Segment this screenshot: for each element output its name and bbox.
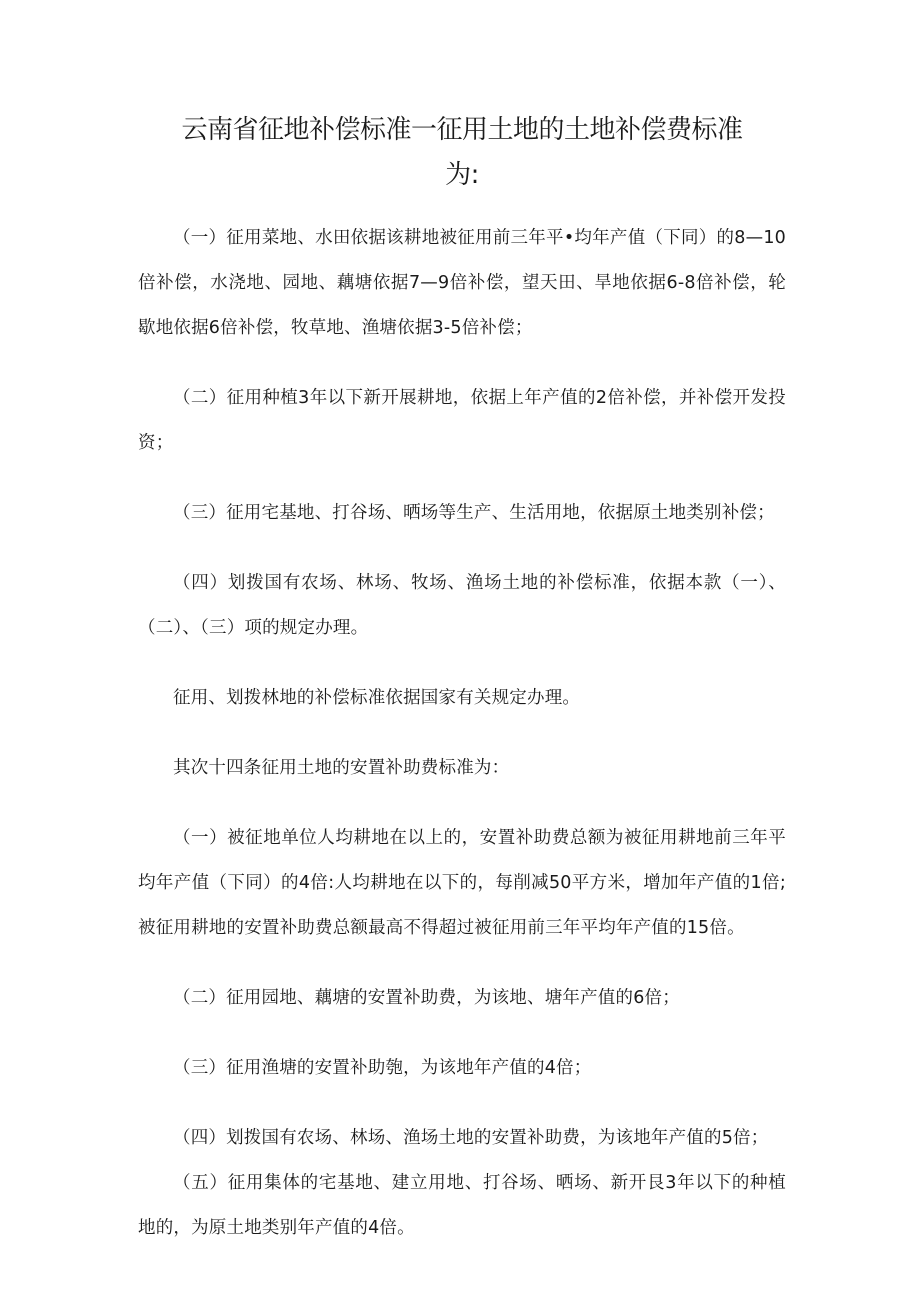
paragraph-resettlement-4: （四）划拨国有农场、林场、渔场土地的安置补助费，为该地年产值的5倍； xyxy=(173,1128,769,1148)
paragraph-compensation-1: （一）征用菜地、水田依据该耕地被征用前三年平•均年产值（下同）的8—10倍补偿，水浇地、园地、藕塘依据7—9倍补偿，望天田、旱地依据6-8倍补偿，轮歇地依据6倍补偿，牧草地、渔塘依据3-5倍补偿； xyxy=(138,228,786,338)
document-title xyxy=(138,108,786,198)
paragraph-resettlement-3: （三）征用渔塘的安置补助匏，为该地年产值的4倍； xyxy=(173,1058,592,1078)
document-body xyxy=(138,216,786,1251)
paragraph-resettlement-2: （二）征用园地、藕塘的安置补助费，为该地、塘年产值的6倍； xyxy=(173,988,680,1008)
paragraph-resettlement-5: （五）征用集体的宅基地、建立用地、打谷场、晒场、新开艮3年以下的种植地的，为原土地类别年产值的4倍。 xyxy=(138,1173,786,1238)
title-line-2: 为: xyxy=(445,160,479,190)
paragraph-article-24: 其次十四条征用土地的安置补助费标准为： xyxy=(173,758,510,778)
paragraph-compensation-4: （四）划拨国有农场、林场、牧场、渔场土地的补偿标准，依据本款（一）、（二）、（三）项的规定办理。 xyxy=(138,573,786,638)
paragraph-compensation-2: （二）征用种植3年以下新开展耕地，依据上年产值的2倍补偿，并补偿开发投资； xyxy=(138,388,786,453)
paragraph-resettlement-1: （一）被征地单位人均耕地在以上的，安置补助费总额为被征用耕地前三年平均年产值（下同）的4倍:人均耕地在以下的，每削减50平方米，增加年产值的1倍;被征用耕地的安置补助费总额最高不得超过被征用前三年平均年产值的15倍。 xyxy=(138,828,786,938)
title-line-1: 云南省征地补偿标准一征用土地的土地补偿费标准 xyxy=(181,115,743,145)
paragraph-compensation-3: （三）征用宅基地、打谷场、晒场等生产、生活用地，依据原土地类别补偿； xyxy=(173,503,775,523)
paragraph-forest-land: 征用、划拨林地的补偿标准依据国家有关规定办理。 xyxy=(173,688,581,708)
